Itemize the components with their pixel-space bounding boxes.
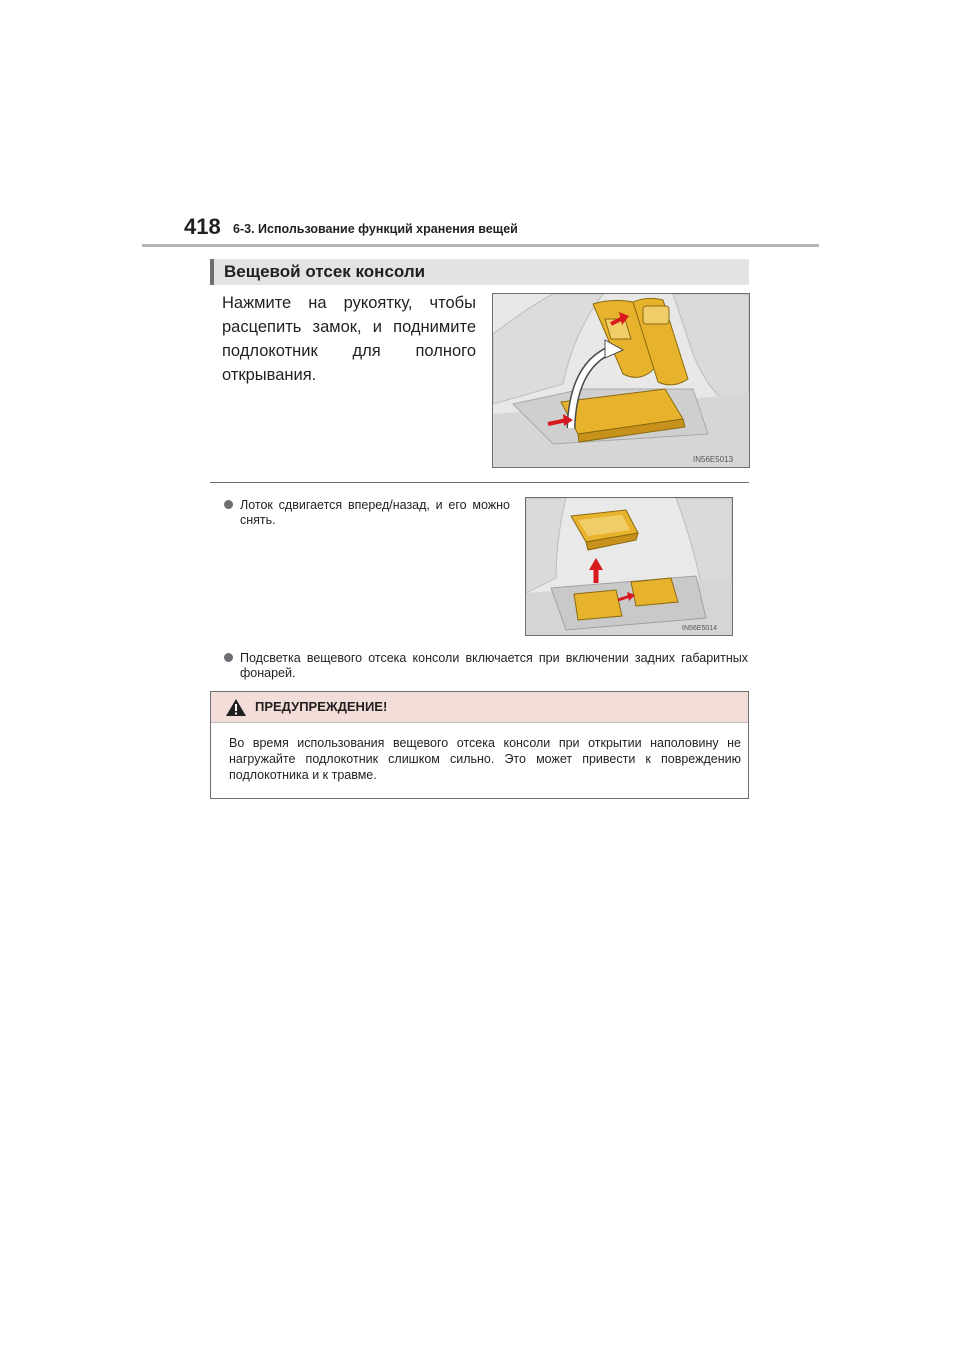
section-title: Вещевой отсек консоли (224, 262, 426, 281)
console-tray-illustration (525, 497, 733, 636)
figure1-code: IN56E5013 (693, 455, 734, 464)
warning-title: ПРЕДУПРЕЖДЕНИЕ! (255, 699, 388, 714)
header-rule (142, 244, 819, 247)
section-marker (210, 259, 214, 285)
armrest-open-illustration (492, 293, 750, 468)
figure2-code: IN56E5014 (682, 625, 718, 632)
bullet-icon (224, 500, 233, 509)
bullet-text: Лоток сдвигается вперед/назад, и его можно снять. (240, 498, 510, 527)
running-header: 6-3. Использование функций хранения вещей (233, 222, 518, 236)
warning-box (210, 691, 749, 799)
bullet-item (224, 498, 510, 528)
divider-rule (210, 482, 749, 483)
bullet-item (224, 651, 748, 681)
page-number: 418 (184, 214, 221, 239)
bullet-text: Подсветка вещевого отсека консоли включается при включении задних габаритных фонарей. (240, 651, 748, 680)
bullet-icon (224, 653, 233, 662)
warning-header (211, 692, 748, 723)
warning-text: Во время использования вещевого отсека консоли при открытии наполовину не нагружайте подлокотник слишком сильно. Это может привести к повреждению подлокотника и к травме. (229, 736, 741, 782)
instruction-text: Нажмите на рукоятку, чтобы расцепить замок, и поднимите подлокотник для полного открывания. (222, 294, 476, 384)
warning-triangle-icon (225, 698, 247, 717)
section-heading-bar (210, 259, 749, 285)
